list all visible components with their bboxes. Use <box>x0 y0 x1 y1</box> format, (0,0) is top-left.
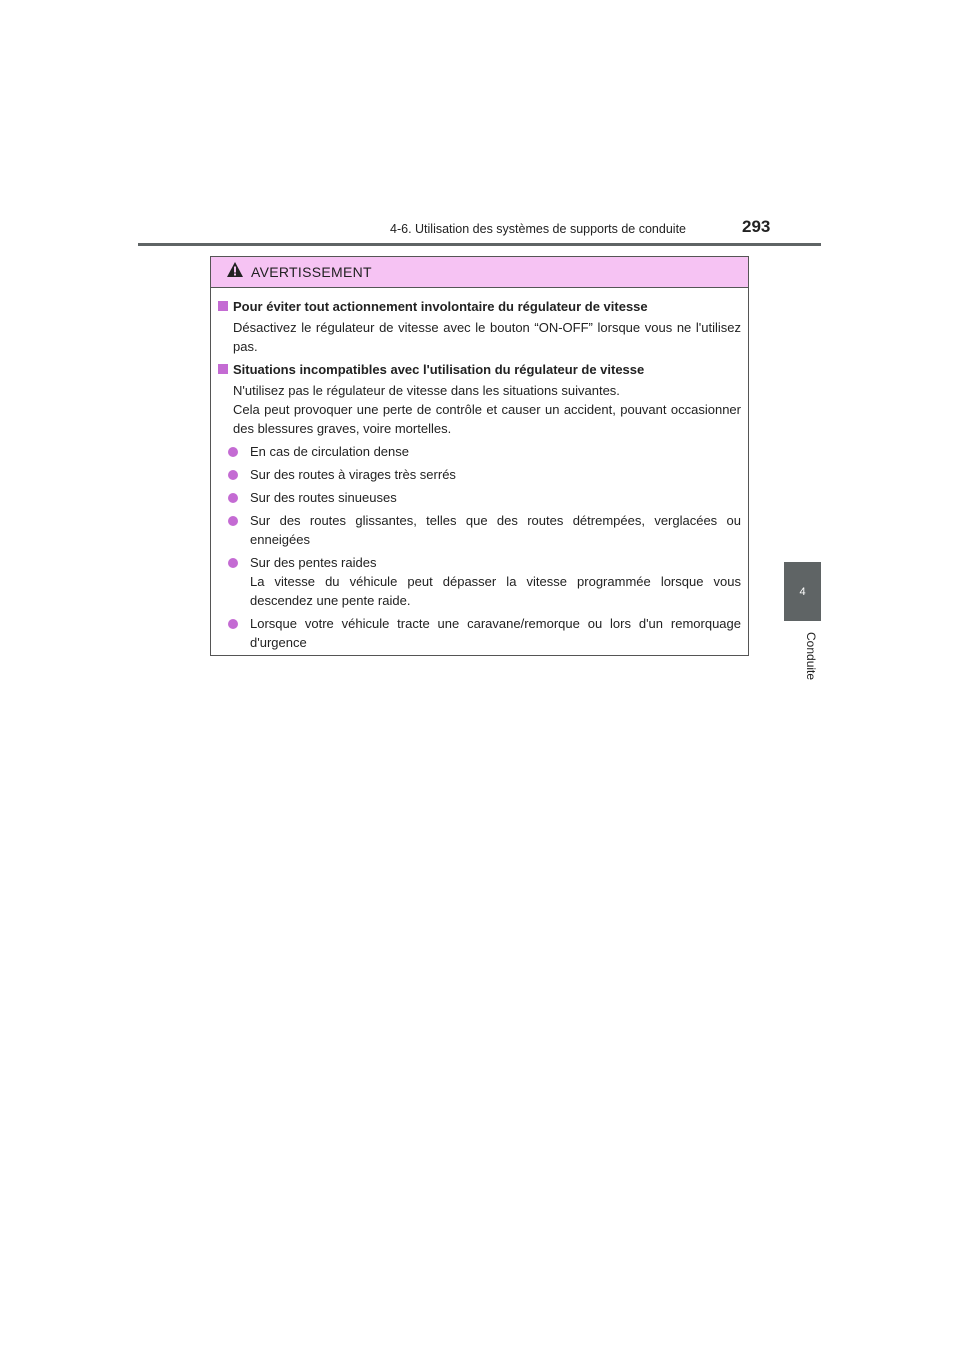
warning-title: AVERTISSEMENT <box>251 264 372 280</box>
paragraph: N'utilisez pas le régulateur de vitesse dans les situations suivantes. <box>233 383 620 398</box>
section-heading: Pour éviter tout actionnement involontaire du régulateur de vitesse <box>218 297 741 316</box>
list-item: En cas de circulation dense <box>226 442 741 461</box>
warning-header <box>211 257 748 288</box>
warning-triangle-icon <box>227 262 243 282</box>
circle-bullet-icon <box>228 493 238 503</box>
warning-body <box>211 288 748 652</box>
list-item: Lorsque votre véhicule tracte une caravane/remorque ou lors d'un remorquage d'urgence <box>226 614 741 652</box>
circle-bullet-icon <box>228 619 238 629</box>
section-title: 4-6. Utilisation des systèmes de supports de conduite <box>390 222 686 236</box>
page-number: 293 <box>742 217 771 236</box>
section-heading: Situations incompatibles avec l'utilisation du régulateur de vitesse <box>218 360 741 379</box>
square-bullet-icon <box>218 364 228 374</box>
list-item: Sur des routes glissantes, telles que des routes détrempées, verglacées ou enneigées <box>226 511 741 549</box>
list-item: Sur des routes à virages très serrés <box>226 465 741 484</box>
paragraph: Cela peut provoquer une perte de contrôle et causer un accident, pouvant occasionner des blessures graves, voire mortelles. <box>233 402 741 436</box>
header-rule <box>138 243 821 246</box>
paragraph: Désactivez le régulateur de vitesse avec le bouton “ON-OFF” lorsque vous ne l'utilisez pas. <box>233 320 741 354</box>
square-bullet-icon <box>218 301 228 311</box>
warning-box <box>210 256 749 656</box>
circle-bullet-icon <box>228 447 238 457</box>
circle-bullet-icon <box>228 558 238 568</box>
list-item: Sur des pentes raides La vitesse du véhicule peut dépasser la vitesse programmée lorsque vous descendez une pente raide. <box>226 553 741 610</box>
chapter-tab: 4 <box>784 562 821 621</box>
circle-bullet-icon <box>228 470 238 480</box>
chapter-label: Conduite <box>804 632 818 681</box>
circle-bullet-icon <box>228 516 238 526</box>
list-item: Sur des routes sinueuses <box>226 488 741 507</box>
